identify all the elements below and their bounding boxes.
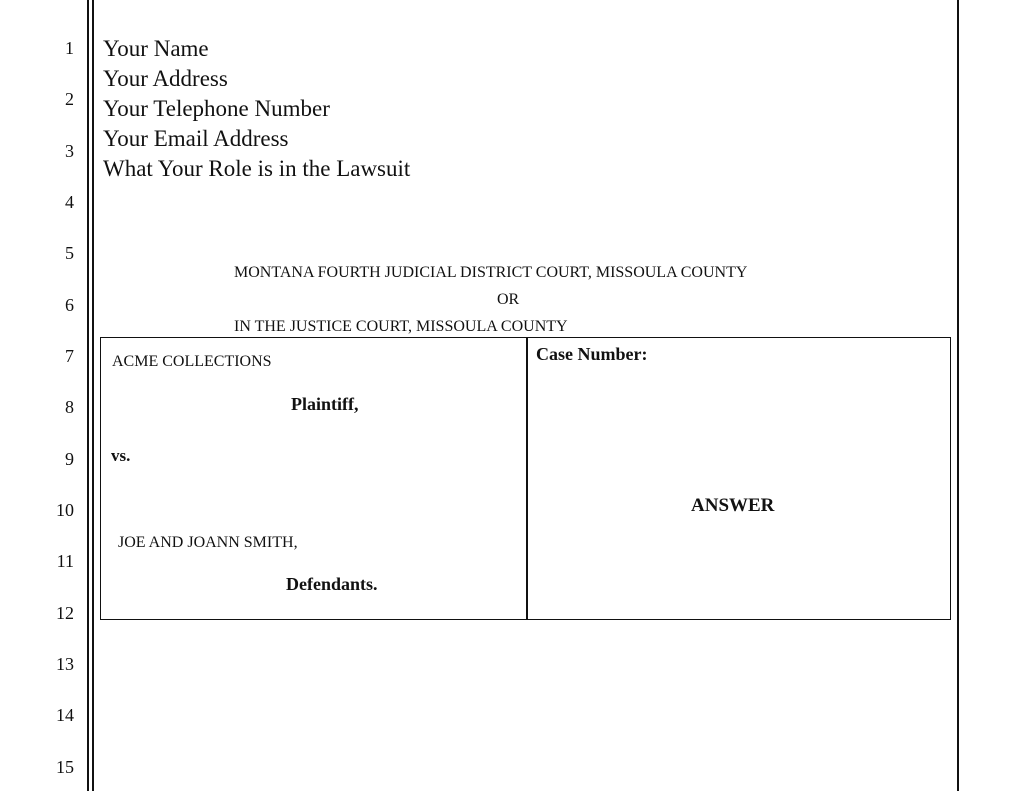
line-number: 8 [65, 397, 74, 417]
line-number: 11 [56, 551, 74, 571]
court-name-justice: IN THE JUSTICE COURT, MISSOULA COUNTY [234, 318, 568, 335]
caption-divider [526, 338, 528, 619]
case-number-label: Case Number: [536, 344, 648, 364]
party-name: Your Name [103, 36, 209, 61]
line-number: 2 [65, 89, 74, 109]
document-title: ANSWER [691, 495, 775, 516]
line-number: 14 [56, 705, 74, 725]
right-margin-rule [957, 0, 959, 791]
case-caption-box [100, 337, 951, 620]
line-number: 1 [65, 38, 74, 58]
left-margin-rule-inner [92, 0, 94, 791]
court-name-district: MONTANA FOURTH JUDICIAL DISTRICT COURT, MISSOULA COUNTY [234, 264, 748, 281]
line-number: 13 [56, 654, 74, 674]
plaintiff-label: Plaintiff, [291, 394, 359, 414]
defendant-label: Defendants. [286, 574, 378, 594]
versus-label: vs. [111, 446, 131, 465]
line-number: 15 [56, 757, 74, 777]
line-number: 10 [56, 500, 74, 520]
plaintiff-name: ACME COLLECTIONS [112, 353, 272, 370]
line-number: 9 [65, 449, 74, 469]
party-phone: Your Telephone Number [103, 96, 330, 121]
party-email: Your Email Address [103, 126, 289, 151]
party-contact-block [103, 34, 410, 184]
party-address: Your Address [103, 66, 228, 91]
party-role: What Your Role is in the Lawsuit [103, 156, 411, 181]
line-number: 3 [65, 141, 74, 161]
line-number: 4 [65, 192, 74, 212]
defendant-name: JOE AND JOANN SMITH, [118, 534, 298, 551]
line-number: 12 [56, 603, 74, 623]
left-margin-rule [87, 0, 89, 791]
line-number: 5 [65, 243, 74, 263]
line-number: 6 [65, 295, 74, 315]
court-name-or: OR [497, 291, 520, 308]
line-number: 7 [65, 346, 74, 366]
